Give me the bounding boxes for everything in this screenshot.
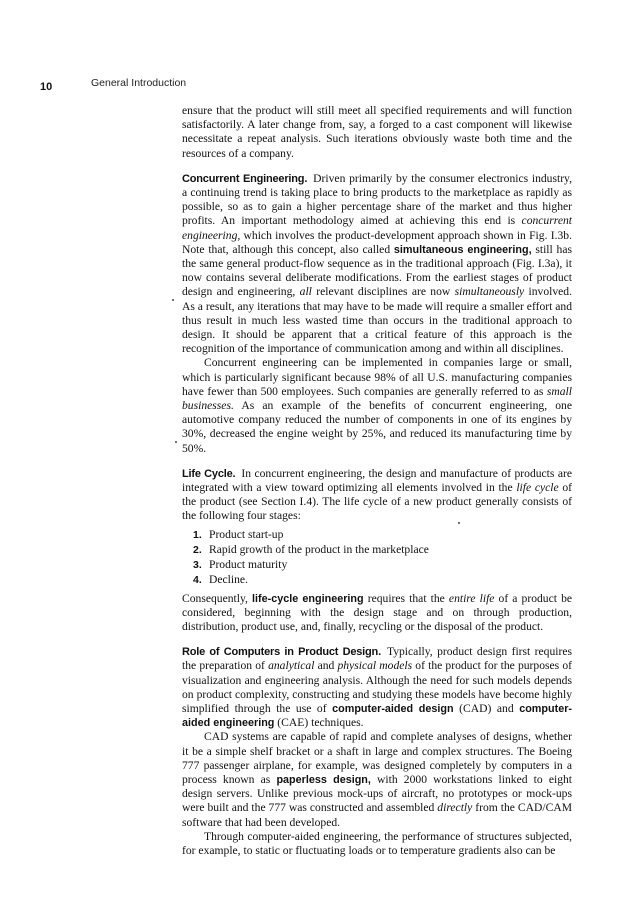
body-text — [182, 104, 572, 858]
page-number: 10 — [40, 81, 53, 93]
life-cycle-paragraph: Life Cycle. In concurrent engineering, the design and manufacture of products are integrated with a view toward optimizing all elements involved in the life cycle of the product (see Section I.4). The life cycle of a new product generally consists of the following four stages: — [182, 466, 573, 523]
scan-speck — [175, 441, 177, 443]
section-heading-computers: Role of Computers in Product Design. — [182, 646, 381, 659]
computers-paragraph-3: Through computer-aided engineering, the performance of structures subjected, for example, to static or fluctuating loads or to temperature gradients also can be — [182, 829, 572, 857]
page-header — [40, 77, 187, 93]
section-heading-concurrent-engineering: Concurrent Engineering. — [182, 172, 308, 185]
computers-paragraph-2: CAD systems are capable of rapid and complete analyses of designs, whether it be a simple shelf bracket or a shaft in large and complex structures. The Boeing 777 passenger airplane, for example, was designed completely by computers in a process known as paperless design, with 2000 workstations linked to eight design servers. Unlike previous mock-ups of aircraft, no prototypes or mock-ups were built and the 777 was constructed and assembled directly from the CAD/CAM software that had been developed. — [182, 730, 573, 829]
life-cycle-stages-list — [182, 528, 572, 588]
running-head: General Introduction — [91, 77, 187, 89]
list-item: 2. Rapid growth of the product in the marketplace — [193, 542, 429, 556]
scan-speck — [458, 522, 460, 524]
intro-paragraph: ensure that the product will still meet all specified requirements and will function satisfactorily. A later change from, say, a forged to a cast component will likewise necessitate a repeat analysis. Such iterations obviously waste both time and the resources of a company. — [182, 104, 572, 160]
concurrent-engineering-paragraph: Concurrent Engineering. Driven primarily by the consumer electronics industry, a continuing trend is taking place to bring products to the marketplace as rapidly as possible, so as to gain a higher percentage share of the market and thus higher profits. An important methodology aimed at achieving this end is concurrent engineering, which involves the product-development approach shown in Fig. I.3b. Note that, although this concept, also called simultaneous engineering, still has the same general product-flow sequence as in the traditional approach (Fig. I.3a), it now contains several deliberate modifications. From the earliest stages of product design and engineering, all relevant disciplines are now simultaneously involved. As a result, any iterations that may have to be made will require a smaller effort and thus result in much less wasted time than occurs in the traditional approach to design. It should be apparent that a critical feature of this approach is the recognition of the importance of communication among and within all disciplines. — [182, 171, 572, 356]
section-heading-life-cycle: Life Cycle. — [182, 467, 236, 480]
concurrent-engineering-paragraph-2: Concurrent engineering can be implemented in companies large or small, which is particularly significant because 98% of all U.S. manufacturing companies have fewer than 500 employees. Such companies are generally referred to as small businesses. As an example of the benefits of concurrent engineering, one automotive company reduced the number of components in one of its engines by 30%, decreased the engine weight by 25%, and reduced its manufacturing time by 50%. — [182, 356, 572, 455]
list-item: 3. Product maturity — [193, 558, 288, 572]
list-item: 1. Product start-up — [193, 527, 284, 541]
computers-paragraph: Role of Computers in Product Design. Typically, product design first requires the preparation of analytical and physical models of the product for the purposes of visualization and engineering analysis. Although the need for such models depends on product complexity, constructing and studying these models have become highly simplified through the use of computer-aided design (CAD) and computer-aided engineering (CAE) techniques. — [182, 645, 572, 730]
life-cycle-paragraph-2: Consequently, life-cycle engineering requires that the entire life of a product be considered, beginning with the design stage and on through production, distribution, product use, and, finally, recycling or the disposal of the product. — [182, 591, 573, 633]
scan-speck — [172, 299, 174, 301]
list-item: 4. Decline. — [193, 573, 248, 587]
